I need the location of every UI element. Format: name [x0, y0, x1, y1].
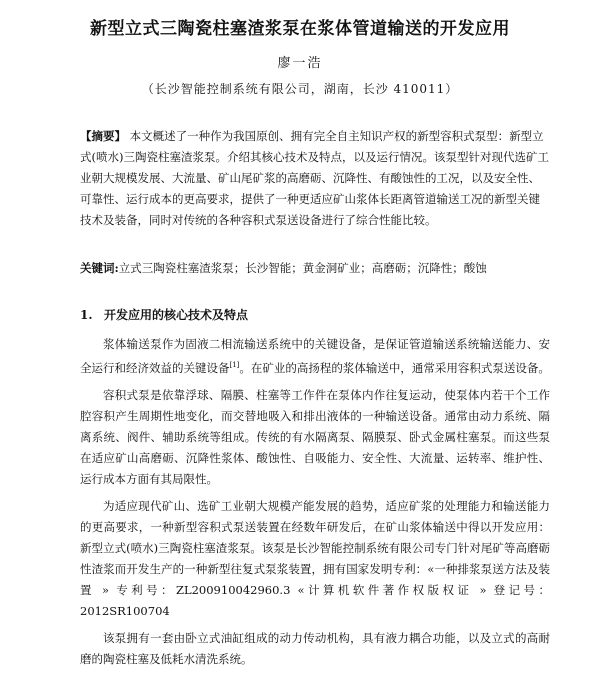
citation-ref: [1] — [229, 361, 240, 369]
section-heading — [80, 305, 550, 325]
paragraph-1 — [80, 334, 550, 379]
section-body — [80, 334, 550, 676]
paper-title: 新型立式三陶瓷柱塞渣浆泵在浆体管道输送的开发应用 — [90, 19, 510, 39]
paragraph-2: 容积式泵是依靠浮球、隔膜、柱塞等工作件在泵体内作往复运动，使泵体内若干个工作腔容积产生周期性地变化，而交替地吸入和排出液体的一种输送设备。通常由动力系统、隔离系统、阀件、辅助系统等组成。传统的有水隔离泵、隔膜泵、卧式金属柱塞泵。而这些泵在适应矿山高磨砺、沉降性浆体、酸蚀性、自吸能力、安全性、大流量、运转率、维护性、运行成本方面有其局限性。 — [80, 387, 550, 486]
abstract-text: 本文概述了一种作为我国原创、拥有完全自主知识产权的新型容积式泵型：新型立式(喷水)三陶瓷柱塞渣浆泵。介绍其核心技术及特点，以及运行情况。该泵型针对现代选矿工业朝大规模发展、大流量、矿山尾矿浆的高磨砺、沉降性、有酸蚀性的工况，以及安全性、可靠性、运行成本的更高要求，提供了一种更适应矿山浆体长距离管道输送工况的新型关键技术及装备，同时对传统的各种容积式泵送设备进行了综合性能比较。 — [80, 129, 549, 227]
keywords-label: 关键词: — [80, 261, 119, 275]
abstract-block — [80, 126, 550, 231]
paragraph-1-text-a: 浆体输送泵作为固液二相流输送系统中的关键设备，是保证管道输送系统输送能力、安全运行和经济效益的关键设备 — [80, 337, 550, 375]
author-name: 廖一浩 — [277, 56, 323, 71]
author-affiliation: （长沙智能控制系统有限公司，湖南，长沙 410011） — [141, 82, 459, 96]
paragraph-4: 该泵拥有一套由卧立式油缸组成的动力传动机构，具有液力耦合功能，以及立式的高耐磨的陶瓷柱塞及低耗水清洗系统。 — [80, 630, 550, 666]
paragraph-3: 为适应现代矿山、选矿工业朝大规模产能发展的趋势，适应矿浆的处理能力和输送能力的更高要求，一种新型容积式泵送装置在经数年研发后，在矿山浆体输送中得以开发应用：新型立式(喷水)三陶瓷柱塞渣浆泵。该泵是长沙智能控制系统有限公司专门针对尾矿等高磨砺性渣浆而开发生产的一种新型往复式泵浆装置，拥有国家发明专利：«一种排浆泵送方法及装置 » 专利号：ZL200910042960.3 «计算机软件著作权版权证 » 登记号：2012SR100704 — [80, 498, 550, 618]
keywords-text: 立式三陶瓷柱塞渣浆泵；长沙智能；黄金洞矿业；高磨砺；沉降性；酸蚀 — [118, 261, 487, 275]
abstract-label: 【摘要】 — [80, 129, 126, 143]
keywords-block — [80, 258, 550, 279]
paragraph-1-text-b: 。在矿业的高扬程的浆体输送中，通常采用容积式泵送设备。 — [239, 360, 550, 375]
section-title: 开发应用的核心技术及特点 — [104, 308, 249, 322]
section-number: 1. — [80, 308, 93, 322]
